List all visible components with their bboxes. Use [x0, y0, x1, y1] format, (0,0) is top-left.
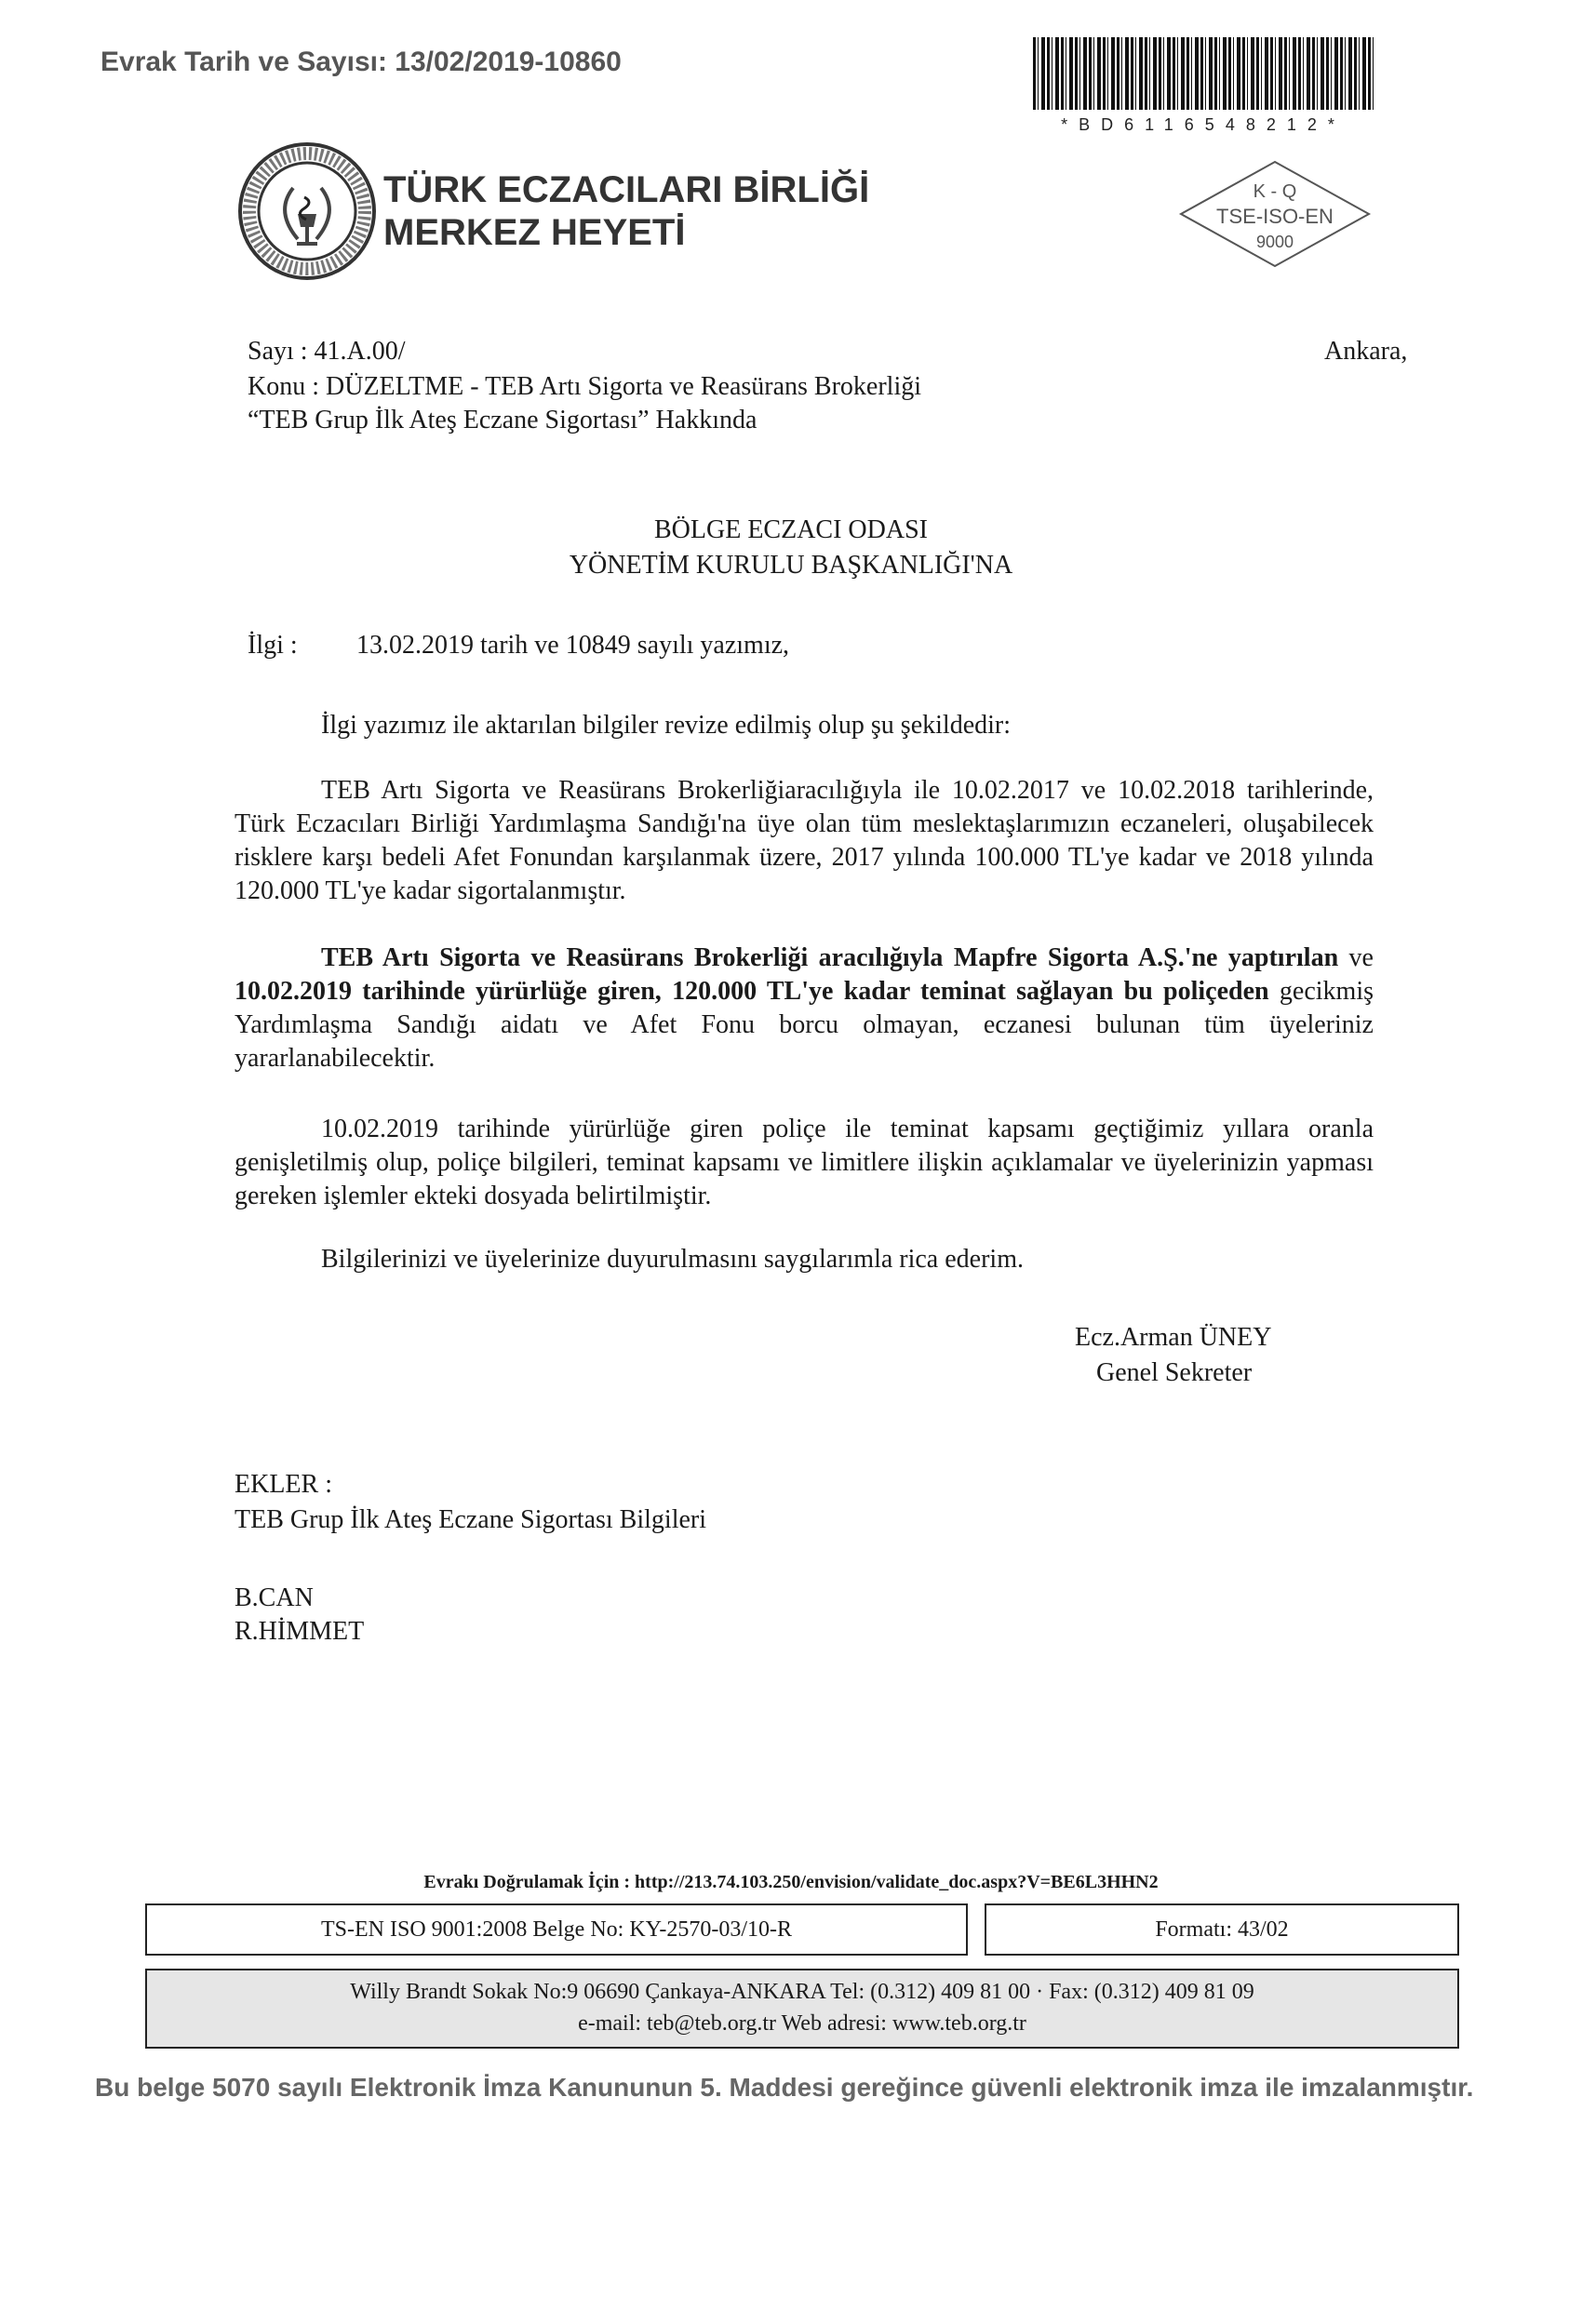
body-intro: İlgi yazımız ile aktarılan bilgiler revize edilmiş olup şu şekildedir:	[321, 711, 1012, 740]
address-box	[145, 1969, 1459, 2049]
body-paragraph-2	[235, 942, 1374, 1075]
body-closing: Bilgilerinizi ve üyelerinize duyurulmasını saygılarımla rica ederim.	[321, 1245, 1024, 1274]
organization-name: TÜRK ECZACILARI BİRLİĞİ	[383, 169, 870, 210]
konu-line-2: “TEB Grup İlk Ateş Eczane Sigortası” Hakkında	[248, 406, 757, 434]
sayi-line: Sayı : 41.A.00/	[248, 337, 406, 366]
teb-seal-logo	[237, 141, 377, 281]
tse-line3: 9000	[1255, 233, 1294, 251]
organization-unit: MERKEZ HEYETİ	[383, 212, 686, 253]
konu-line-1: Konu : DÜZELTME - TEB Artı Sigorta ve Reasürans Brokerliği	[248, 372, 922, 401]
iso-text: TS-EN ISO 9001:2008 Belge No: KY-2570-03/10-R	[321, 1917, 792, 1942]
contact-line: e-mail: teb@teb.org.tr Web adresi: www.teb.org.tr	[578, 2011, 1026, 2036]
tse-iso-certification-mark	[1177, 158, 1373, 270]
ekler-item: TEB Grup İlk Ateş Eczane Sigortası Bilgileri	[235, 1505, 707, 1534]
address-line: Willy Brandt Sokak No:9 06690 Çankaya-ANKARA Tel: (0.312) 409 81 00 · Fax: (0.312) 409 81 09	[350, 1980, 1254, 2004]
iso-box	[145, 1903, 968, 1956]
body-paragraph-3: 10.02.2019 tarihinde yürürlüğe giren poliçe ile teminat kapsamı geçtiğimiz yıllara oranla genişletilmiş olup, poliçe bilgileri, teminat kapsamı ve limitlere ilişkin açıklamalar ve üyelerinizin yapması gereken işlemler ekteki dosyada belirtilmiştir.	[235, 1115, 1374, 1210]
format-text: Formatı: 43/02	[1155, 1917, 1289, 1942]
signatory-title: Genel Sekreter	[1096, 1358, 1253, 1387]
para2-bold-1: TEB Artı Sigorta ve Reasürans Brokerliği aracılığıyla Mapfre Sigorta A.Ş.'ne yaptırılan	[321, 943, 1339, 972]
ilgi-label: İlgi :	[248, 631, 298, 660]
para2-normal-2: gecikmiş Yardımlaşma Sandığı aidatı ve Afet Fonu borcu olmayan, eczanesi bulunan tüm üyeleriniz yararlanabilecektir.	[235, 977, 1374, 1073]
preparer-2: R.HİMMET	[235, 1617, 365, 1646]
para2-normal-1: ve	[1338, 943, 1374, 972]
signatory-name: Ecz.Arman ÜNEY	[1075, 1323, 1272, 1352]
barcode	[1033, 37, 1374, 110]
ekler-label: EKLER :	[235, 1470, 332, 1499]
verification-url: Evrakı Doğrulamak İçin : http://213.74.103.250/envision/validate_doc.aspx?V=BE6L3HHN2	[423, 1872, 1159, 1892]
city-date: Ankara,	[1324, 337, 1408, 366]
preparer-1: B.CAN	[235, 1583, 314, 1612]
tse-line2: TSE-ISO-EN	[1216, 205, 1334, 228]
body-paragraph-1: TEB Artı Sigorta ve Reasürans Brokerliğiaracılığıyla ile 10.02.2017 ve 10.02.2018 tarihlerinde, Türk Eczacıları Birliği Yardımlaşma Sandığı'na üye olan tüm meslektaşlarımızın eczaneleri, oluşabilecek risklere karşı bedeli Afet Fonundan karşılanmak üzere, 2017 yılında 100.000 TL'ye kadar ve 2018 yılında 120.000 TL'ye kadar sigortalanmıştır.	[235, 776, 1374, 905]
document-reference: Evrak Tarih ve Sayısı: 13/02/2019-10860	[101, 47, 622, 77]
ilgi-text: 13.02.2019 tarih ve 10849 sayılı yazımız,	[356, 631, 790, 660]
barcode-number: *BD6116548212*	[1061, 115, 1346, 134]
format-box	[985, 1903, 1459, 1956]
recipient-line-2: YÖNETİM KURULU BAŞKANLIĞI'NA	[569, 551, 1013, 580]
e-signature-notice: Bu belge 5070 sayılı Elektronik İmza Kanununun 5. Maddesi gereğince güvenli elektronik imza ile imzalanmıştır.	[95, 2073, 1474, 2102]
tse-line1: K - Q	[1253, 181, 1297, 202]
recipient-line-1: BÖLGE ECZACI ODASI	[654, 515, 928, 544]
para2-bold-2: 10.02.2019 tarihinde yürürlüğe giren, 120.000 TL'ye kadar teminat sağlayan bu poliçeden	[235, 977, 1269, 1006]
